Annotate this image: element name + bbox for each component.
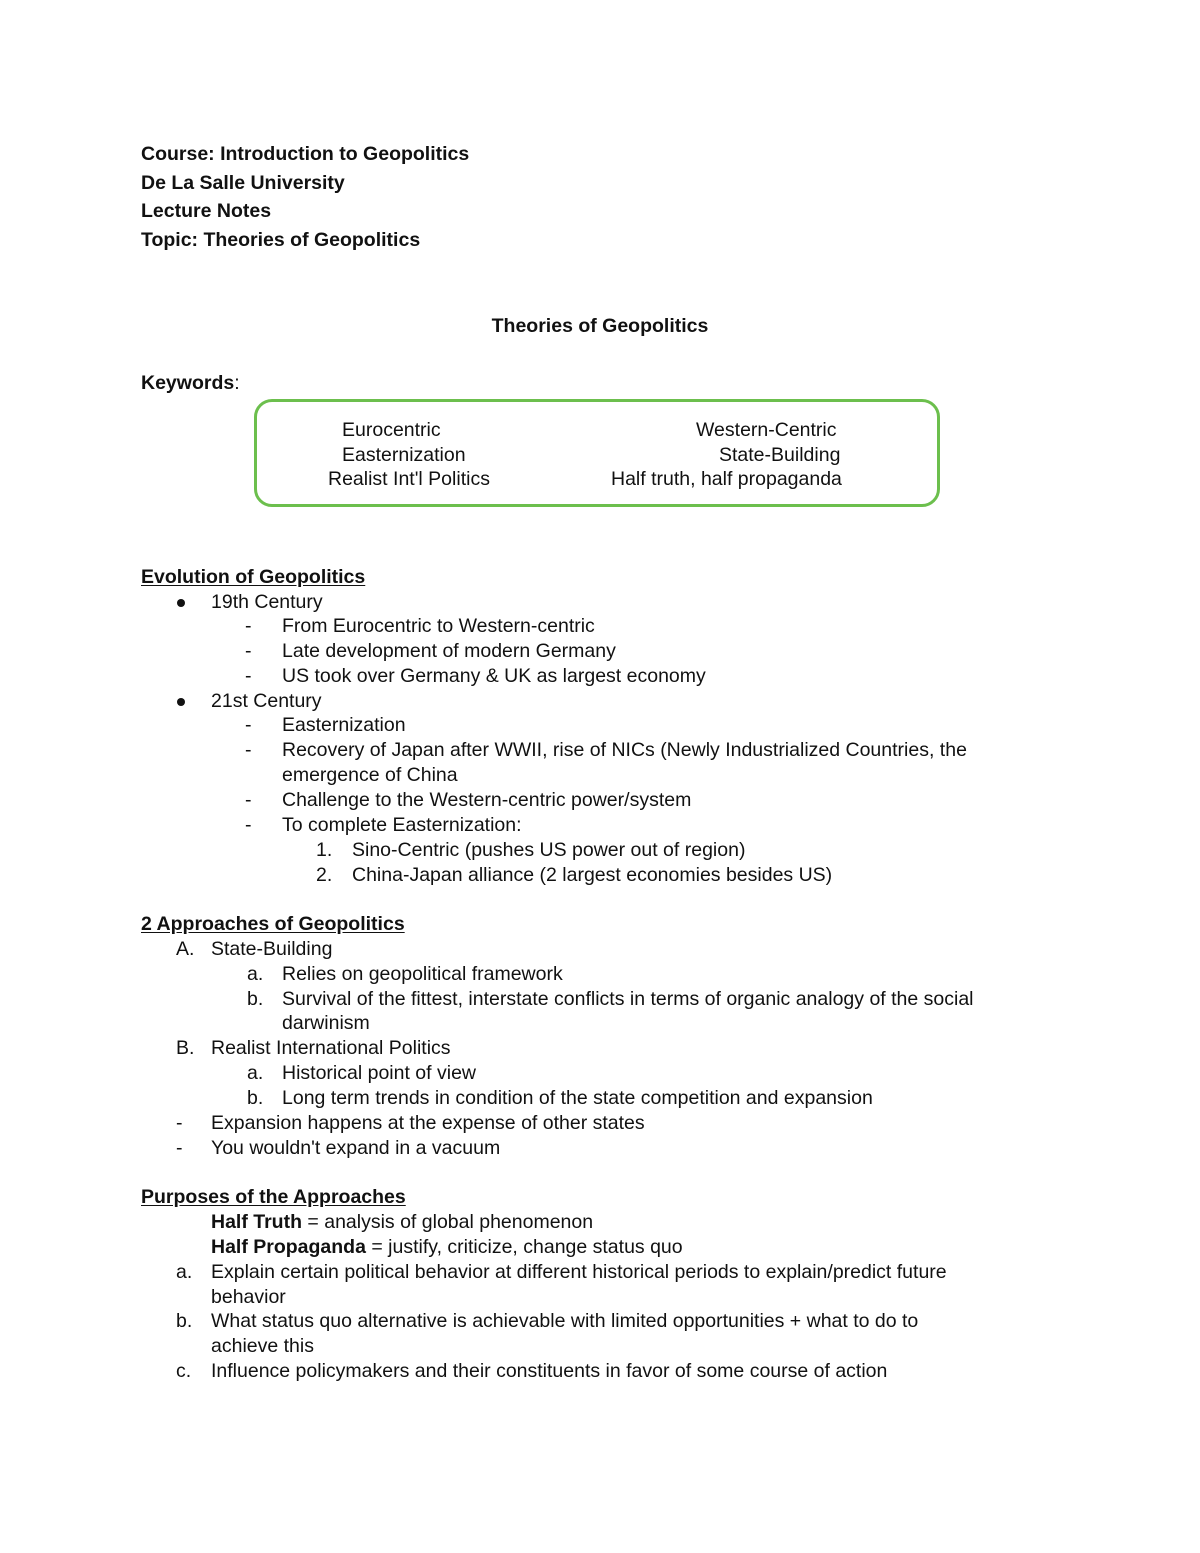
course-line: Course: Introduction to Geopolitics [141,143,470,165]
keyword-easternization: Easternization [342,444,466,466]
approach-state-building: State-Building [211,938,333,960]
list-item: You wouldn't expand in a vacuum [211,1137,501,1159]
list-item: Late development of modern Germany [282,640,616,662]
dash-marker: - [245,615,252,637]
letter-marker: a. [247,1062,264,1084]
dash-marker: - [245,739,252,761]
letter-marker: a. [176,1261,193,1283]
section-heading-purposes: Purposes of the Approaches [141,1186,406,1208]
list-item: Explain certain political behavior at different historical periods to explain/predict future [211,1261,947,1283]
list-item-19th-century: 19th Century [211,591,323,613]
page-title: Theories of Geopolitics [491,315,709,337]
letter-marker: c. [176,1360,192,1382]
letter-marker: a. [247,963,264,985]
number-marker: 2. [316,864,333,886]
dash-marker: - [245,665,252,687]
list-item: Relies on geopolitical framework [282,963,563,985]
half-propaganda-line: Half Propaganda = justify, criticize, change status quo [211,1236,683,1258]
list-item: To complete Easternization: [282,814,522,836]
list-item: Challenge to the Western-centric power/system [282,789,692,811]
section-heading-evolution: Evolution of Geopolitics [141,566,366,588]
list-item-continuation: behavior [211,1286,286,1308]
keyword-eurocentric: Eurocentric [342,419,441,441]
keyword-realist: Realist Int'l Politics [328,468,490,490]
list-item-continuation: emergence of China [282,764,458,786]
dash-marker: - [176,1112,183,1134]
list-item-continuation: achieve this [211,1335,314,1357]
letter-marker: b. [247,988,264,1010]
list-item: Influence policymakers and their constituents in favor of some course of action [211,1360,888,1382]
list-item: Easternization [282,714,406,736]
dash-marker: - [176,1137,183,1159]
dash-marker: - [245,789,252,811]
letter-marker: b. [247,1087,264,1109]
keywords-label: Keywords: [141,372,240,394]
university-line: De La Salle University [141,172,345,194]
notes-line: Lecture Notes [141,200,272,222]
keyword-half-truth: Half truth, half propaganda [611,468,842,490]
list-item: Long term trends in condition of the state competition and expansion [282,1087,873,1109]
list-item: From Eurocentric to Western-centric [282,615,595,637]
dash-marker: - [245,714,252,736]
numbered-item: China-Japan alliance (2 largest economies besides US) [352,864,833,886]
letter-marker: A. [176,938,195,960]
list-item: What status quo alternative is achievable with limited opportunities + what to do to [211,1310,919,1332]
letter-marker: b. [176,1310,193,1332]
approach-realist: Realist International Politics [211,1037,451,1059]
dash-marker: - [245,814,252,836]
list-item: Recovery of Japan after WWII, rise of NICs (Newly Industrialized Countries, the [282,739,967,761]
section-heading-approaches: 2 Approaches of Geopolitics [141,913,405,935]
keyword-state-building: State-Building [719,444,841,466]
bullet-icon [177,599,185,607]
topic-line: Topic: Theories of Geopolitics [141,229,421,251]
list-item: Expansion happens at the expense of other states [211,1112,645,1134]
list-item: US took over Germany & UK as largest economy [282,665,706,687]
dash-marker: - [245,640,252,662]
letter-marker: B. [176,1037,195,1059]
list-item: Historical point of view [282,1062,476,1084]
numbered-item: Sino-Centric (pushes US power out of region) [352,839,746,861]
bullet-icon [177,698,185,706]
list-item: Survival of the fittest, interstate conflicts in terms of organic analogy of the social [282,988,974,1010]
keyword-western-centric: Western-Centric [696,419,837,441]
list-item-21st-century: 21st Century [211,690,322,712]
number-marker: 1. [316,839,333,861]
list-item-continuation: darwinism [282,1012,370,1034]
half-truth-line: Half Truth = analysis of global phenomenon [211,1211,594,1233]
